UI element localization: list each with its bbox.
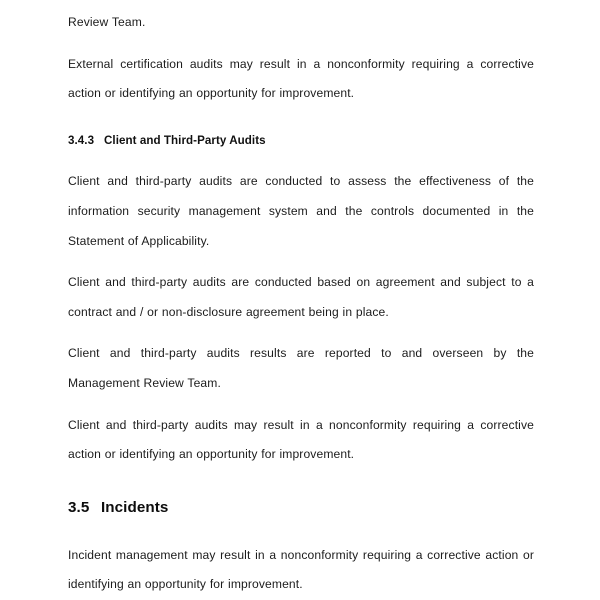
- paragraph-review-team-continuation: Review Team.: [68, 15, 146, 29]
- heading-3-4-3-client-and-third-party-audits: [68, 126, 534, 156]
- heading-3-4-3-number: 3.4.3: [68, 133, 95, 147]
- paragraph-client-audits-agreement: Client and third-party audits are conducted based on agreement and subject to a contract and / or non-disclosure agreement being in place.: [68, 275, 534, 319]
- document-text-column: [68, 0, 534, 600]
- heading-3-5-title: Incidents: [101, 498, 169, 516]
- heading-3-4-3-title: Client and Third-Party Audits: [104, 133, 266, 147]
- paragraph-client-audits-nonconformity: Client and third-party audits may result in a nonconformity requiring a corrective action or identifying an opportunity for improvement.: [68, 417, 534, 462]
- paragraph-client-audits-reporting: Client and third-party audits results are reported to and overseen by the Management Review Team.: [68, 346, 534, 390]
- paragraph-incident-management: Incident management may result in a nonconformity requiring a corrective action or identifying an opportunity for improvement.: [68, 547, 534, 592]
- paragraph-client-audits-effectiveness: Client and third-party audits are conducted to assess the effectiveness of the information security management system and the controls documented in the Statement of Applicability.: [68, 174, 534, 248]
- paragraph-external-certification-audits: External certification audits may result in a nonconformity requiring a corrective action or identifying an opportunity for improvement.: [68, 56, 534, 101]
- heading-3-5-number: 3.5: [68, 498, 90, 516]
- heading-3-5-incidents: [68, 493, 534, 523]
